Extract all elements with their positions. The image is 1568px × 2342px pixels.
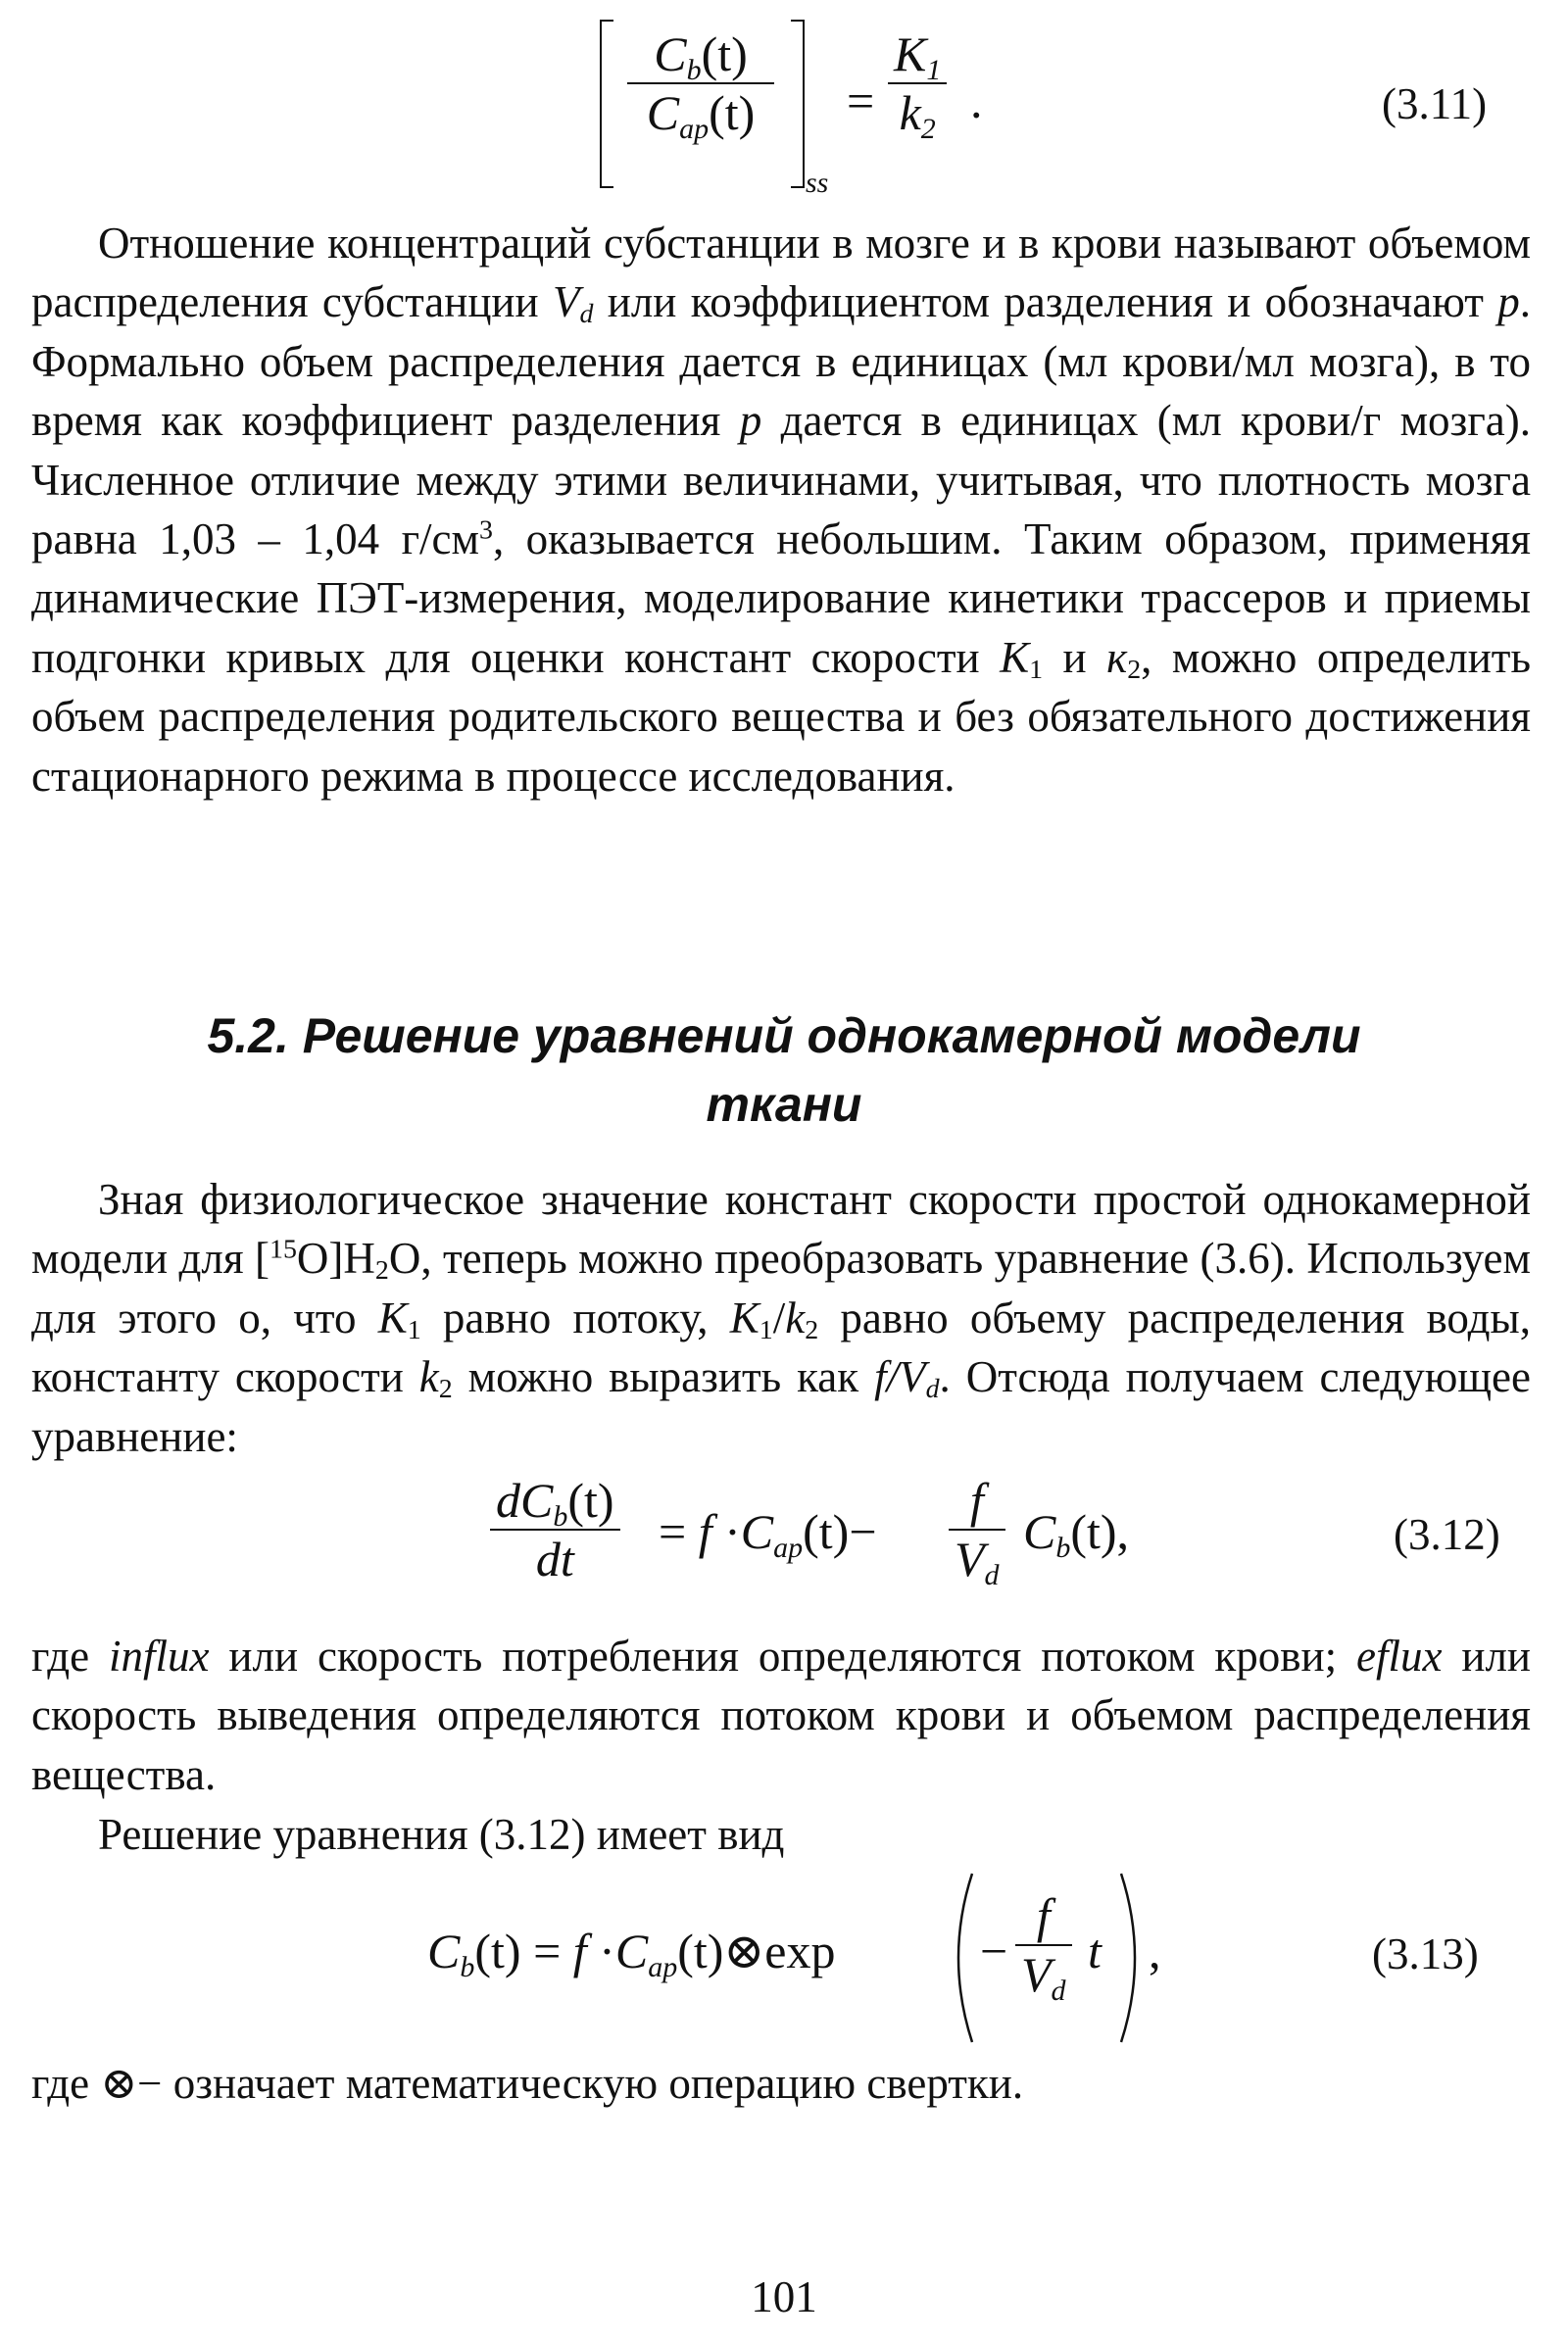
equation-3-13-t: t [1088, 1924, 1102, 1978]
equation-number-3-11: (3.11) [1382, 79, 1488, 128]
equation-3-13-comma: , [1149, 1924, 1161, 1978]
equation-3-12-f-over-vd: $\frac{f}{V_d}$ [949, 1472, 1005, 1587]
bracket-subscript: ss [806, 167, 829, 199]
equation-3-11-rhs-fraction: $\frac{K_1}{k_2}$ [888, 25, 947, 141]
equation-number-3-12: (3.12) [1394, 1510, 1500, 1559]
paragraph-one-compartment-model: Зная физиологическое значение констант скорости простой однокамерной модели для $[^{15}O]H_2O$, теперь можно преобразовать уравнение (3.6). Используем для этого о, что $K_1$ равно потоку, $K_1/k_2$ равно объему распределения воды, константу скорости $k_2$ можно выразить как $f/V_d$. Отсюда получаем следующее уравнение: [31, 1175, 1532, 1461]
equation-3-12-tail: $C_b(t)$, [1023, 1504, 1130, 1564]
page-number: 101 [751, 2272, 817, 2321]
paragraph-volume-of-distribution: Отношение концентраций субстанции в мозге и в крови называют объемом распределения субстанции $V_d$ или коэффициентом разделения и обозначают p. Формально объем распределения дается в единицах (мл крови/мл мозга), в то время как коэффициент разделения p дается в единицах (мл крови/г мозга). Численное отличие между этими величинами, учитывая, что плотность мозга равна 1,03 – 1,04 $г/см^3$, оказывается небольшим. Таким образом, применяя динамические ПЭТ-измерения, моделирование кинетики трассеров и приемы подгонки кривых для оценки констант скорости $K_1$ и $к_2$, можно определить объем распределения родительского вещества и без обязательного достижения стационарного режима в процессе исследования. [31, 219, 1531, 801]
equation-3-12-lhs-fraction: $\frac{dC_b(t)}{dt}$ [490, 1472, 620, 1587]
convolution-symbol: ⊗ [100, 2059, 138, 2108]
equation-3-13-minus: − [980, 1924, 1008, 1978]
equation-3-12-middle: = $f \cdot C_{ap}(t)-$ [659, 1504, 877, 1564]
left-paren [941, 1870, 980, 2046]
paragraph-solution-intro: Решение уравнения (3.12) имеет вид [98, 1810, 785, 1859]
equation-3-13-f-over-vd: $\frac{f}{V_d}$ [1015, 1887, 1072, 2003]
right-paren [1113, 1870, 1152, 2046]
equation-number-3-13: (3.13) [1372, 1929, 1479, 1978]
section-heading: 5.2. Решение уравнений однокамерной модели ткани [207, 1008, 1361, 1132]
equation-3-11-lhs-fraction: $\frac{C_b(t)}{C_{ap}(t)}$ [627, 25, 774, 141]
equation-3-11-period: . [970, 73, 983, 128]
paragraph-convolution-note: где ⊗− означает математическую операцию свертки. [31, 2059, 1024, 2108]
equation-3-13-left: $C_b(t) = f$ $\cdot C_{ap}(t)\otimes\exp$ [427, 1924, 836, 1983]
paragraph-influx-eflux: где influx или скорость потребления определяются потоком крови; eflux или скорость выведения определяются потоком крови и объемом распределения вещества. [31, 1632, 1531, 1799]
equation-3-11-equals: = [847, 73, 875, 128]
